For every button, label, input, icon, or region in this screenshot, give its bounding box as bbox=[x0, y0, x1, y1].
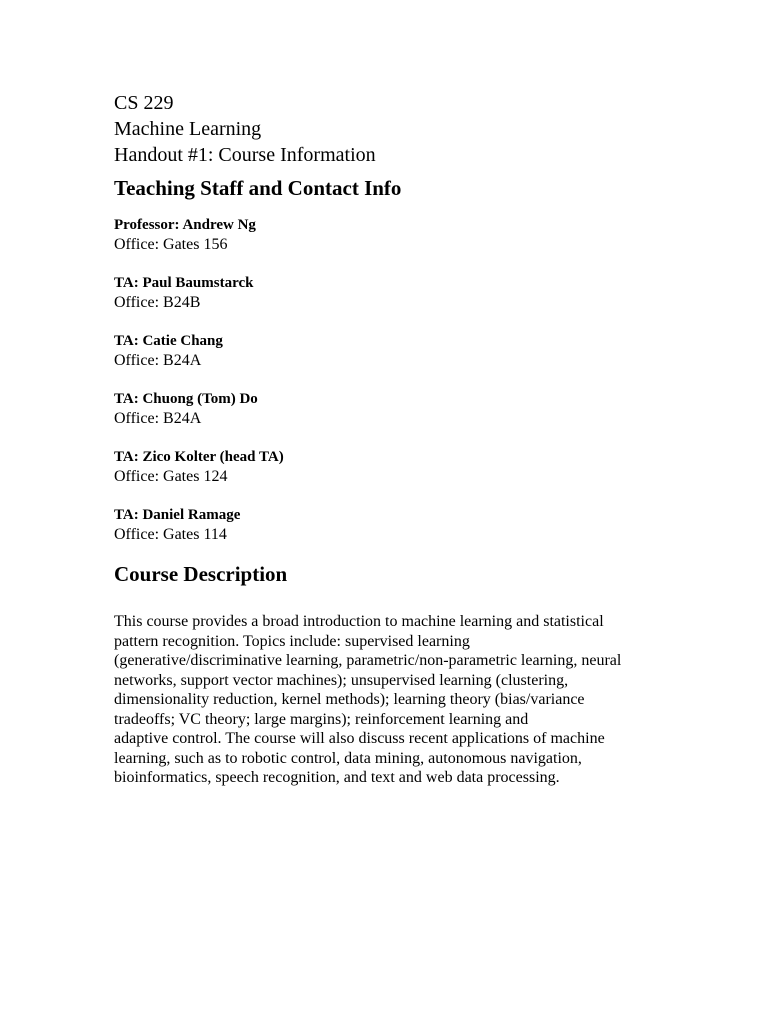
paragraph-line: networks, support vector machines); unsupervised learning (clustering, bbox=[114, 671, 569, 689]
document-page bbox=[114, 90, 674, 788]
staff-entry bbox=[114, 274, 674, 312]
course-description-heading: Course Description bbox=[114, 562, 288, 586]
course-number: CS 229 bbox=[114, 92, 174, 114]
staff-office: Office: Gates 156 bbox=[114, 236, 228, 253]
staff-role: TA: Zico Kolter (head TA) bbox=[114, 449, 284, 465]
staff-role: Professor: Andrew Ng bbox=[114, 217, 256, 233]
paragraph-line: bioinformatics, speech recognition, and text and web data processing. bbox=[114, 769, 560, 786]
handout-title: Handout #1: Course Information bbox=[114, 144, 376, 166]
staff-entry bbox=[114, 216, 674, 254]
staff-role: TA: Paul Baumstarck bbox=[114, 275, 254, 291]
staff-entry bbox=[114, 390, 674, 428]
paragraph-line: learning, such as to robotic control, data mining, autonomous navigation, bbox=[114, 749, 582, 767]
staff-office: Office: B24A bbox=[114, 410, 202, 427]
staff-entry bbox=[114, 506, 674, 544]
paragraph-line: tradeoffs; VC theory; large margins); reinforcement learning and bbox=[114, 710, 529, 728]
staff-list bbox=[114, 216, 674, 544]
staff-entry bbox=[114, 332, 674, 370]
staff-entry bbox=[114, 448, 674, 486]
staff-office: Office: B24B bbox=[114, 294, 201, 311]
staff-office: Office: Gates 114 bbox=[114, 526, 227, 543]
course-description-paragraph bbox=[114, 612, 674, 788]
paragraph-line: dimensionality reduction, kernel methods); learning theory (bias/variance bbox=[114, 691, 585, 708]
staff-role: TA: Daniel Ramage bbox=[114, 507, 241, 523]
document-title-block bbox=[114, 90, 674, 168]
staff-section-heading: Teaching Staff and Contact Info bbox=[114, 176, 402, 200]
paragraph-line: adaptive control. The course will also discuss recent applications of machine bbox=[114, 730, 605, 747]
course-name: Machine Learning bbox=[114, 118, 262, 140]
paragraph-line: (generative/discriminative learning, parametric/non-parametric learning, neural bbox=[114, 652, 622, 669]
staff-role: TA: Catie Chang bbox=[114, 333, 223, 349]
staff-role: TA: Chuong (Tom) Do bbox=[114, 391, 258, 407]
staff-office: Office: B24A bbox=[114, 352, 202, 369]
paragraph-line: This course provides a broad introduction to machine learning and statistical bbox=[114, 613, 604, 630]
paragraph-line: pattern recognition. Topics include: supervised learning bbox=[114, 632, 470, 650]
staff-office: Office: Gates 124 bbox=[114, 468, 228, 485]
